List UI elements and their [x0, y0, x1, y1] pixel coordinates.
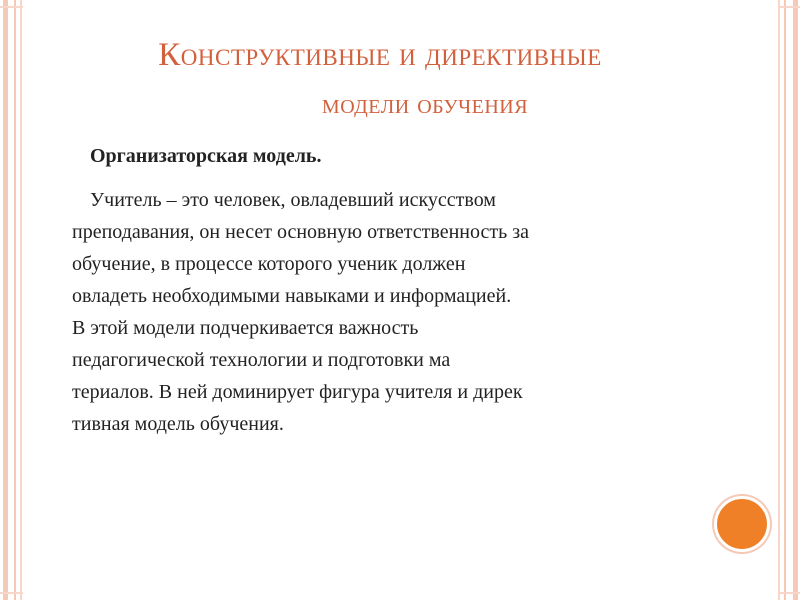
slide-subtitle: Организаторская модель. [90, 145, 322, 167]
frame-line-left-inner [14, 0, 16, 600]
slide-title [40, 30, 720, 130]
slide-title-line-2: модели обучения [321, 89, 529, 120]
slide-body [72, 184, 712, 440]
body-paragraph-1: Учитель – это человек, овладевший искусством преподавания, он несет основную ответственность за обучение, в процессе которого ученик должен овладеть необходимыми навыками и информацией. [72, 189, 530, 307]
frame-line-right-inner [784, 0, 786, 600]
decorative-orange-circle [714, 496, 770, 552]
frame-line-left-inner-2 [20, 0, 22, 600]
frame-line-right-inner-2 [778, 0, 780, 600]
body-paragraph-2: В этой модели подчеркивается важность педагогической технологии и подготовки ма териалов. В ней доминирует фигура учителя и дирек тивная модель обучения. [72, 317, 523, 435]
frame-line-left-outer [3, 0, 8, 600]
slide-title-line-1: Конструктивные и директивные [158, 37, 602, 73]
frame-line-right-outer [793, 0, 798, 600]
